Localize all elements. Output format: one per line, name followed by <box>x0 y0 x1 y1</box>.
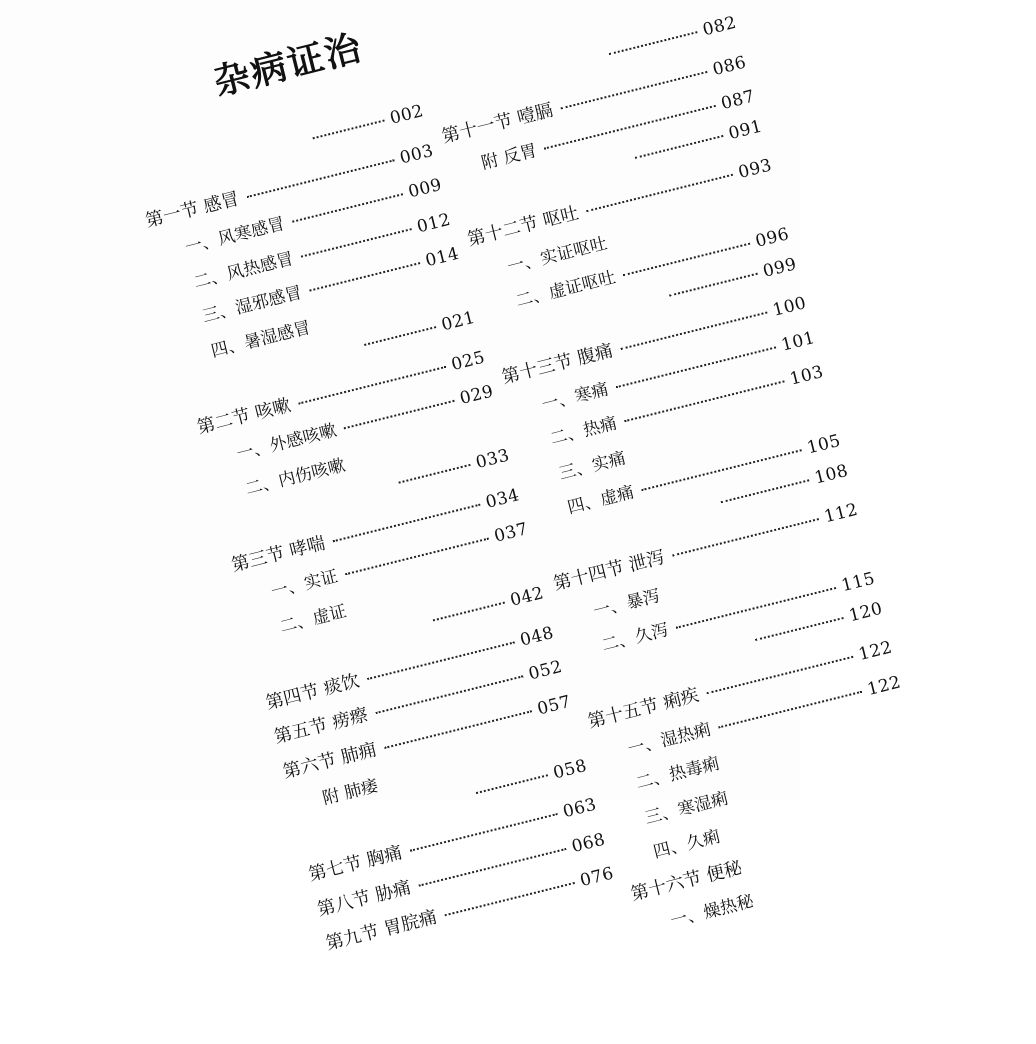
toc-entry-label: 第四节 痰饮 <box>263 669 362 714</box>
toc-entry-label: 第十五节 痢疾 <box>585 684 702 733</box>
toc-page-number: 034 <box>483 484 522 513</box>
toc-entry-label: 第六节 肺痈 <box>280 738 379 783</box>
toc-page-number: 101 <box>779 327 818 356</box>
toc-page-number: 068 <box>569 829 608 857</box>
toc-entry-label: 四、久痢 <box>651 826 723 863</box>
toc-entry-label: 二、虚证 <box>277 601 349 637</box>
toc-entry-label: 二、内伤咳嗽 <box>243 455 348 500</box>
toc-entry-label: 一、外感咳嗽 <box>234 420 339 465</box>
toc-entry-label: 第十三节 腹痛 <box>499 340 616 389</box>
toc-page-number: 115 <box>839 568 878 597</box>
toc-page-number: 057 <box>535 691 573 719</box>
toc-page-number: 042 <box>508 583 546 611</box>
toc-page-number: 082 <box>700 12 739 41</box>
toc-page-number: 037 <box>492 519 531 547</box>
toc-page-number: 021 <box>439 307 478 336</box>
toc-entry-label: 第十一节 噎膈 <box>439 99 556 148</box>
toc-entry-label: 三、寒湿痢 <box>642 788 731 829</box>
toc-page-number: 076 <box>578 863 616 892</box>
toc-entry-label: 附 反胃 <box>479 140 540 174</box>
toc-page-number: 086 <box>710 52 749 80</box>
toc-page-number: 091 <box>726 116 765 144</box>
toc-entry-label: 第一节 感冒 <box>143 187 242 232</box>
toc-page-number: 100 <box>770 293 809 321</box>
toc-page-number: 108 <box>812 460 851 488</box>
toc-page-number: 096 <box>753 224 792 252</box>
toc-dot-leader <box>609 31 698 55</box>
toc-page-number: 103 <box>787 361 826 390</box>
toc-page-number: 093 <box>736 155 775 183</box>
toc-page-number: 120 <box>846 598 885 626</box>
toc-page-number: 087 <box>719 86 757 115</box>
toc-entry-label: 三、湿邪感冒 <box>200 282 305 327</box>
toc-page-number: 029 <box>457 381 496 410</box>
toc-page-number: 122 <box>865 671 903 700</box>
toc-entry-label: 一、湿热痢 <box>625 719 713 760</box>
toc-entry-label: 四、虚痛 <box>565 482 637 519</box>
toc-page-number: 012 <box>414 209 453 237</box>
toc-page-number: 002 <box>387 101 426 129</box>
toc-page-number: 052 <box>526 656 565 685</box>
toc-page-number: 025 <box>449 346 488 375</box>
toc-entry-label: 第三节 哮喘 <box>229 532 328 576</box>
toc-entry-label: 一、风寒感冒 <box>183 213 287 259</box>
toc-page-number: 112 <box>822 499 861 528</box>
toc-entry-label: 一、实证呕吐 <box>505 233 610 278</box>
toc-entry-label: 一、燥热秘 <box>668 891 756 932</box>
toc-entry-label: 第七节 胸痛 <box>306 842 405 886</box>
toc-entry-label: 二、风热感冒 <box>191 248 296 293</box>
toc-entry-label: 三、实痛 <box>556 447 628 484</box>
toc-page-number: 099 <box>760 253 799 282</box>
toc-entry-label: 附 肺痿 <box>320 775 381 810</box>
toc-entry-label: 第十六节 便秘 <box>628 856 745 905</box>
toc-page-number: 033 <box>473 445 512 474</box>
toc-entry-label: 一、实证 <box>269 566 340 603</box>
toc-entry-label: 第八节 胁痛 <box>315 876 414 921</box>
toc-page-number: 003 <box>397 140 436 168</box>
toc-entry-label: 一、寒痛 <box>539 379 611 415</box>
toc-entry-label: 一、暴泻 <box>591 585 663 622</box>
toc-entry-label: 第五节 痨瘵 <box>272 704 371 748</box>
toc-entry-label: 第十二节 呕吐 <box>465 202 581 251</box>
toc-page-number: 048 <box>518 622 556 651</box>
toc-page-number: 009 <box>406 174 445 203</box>
toc-title: 杂病证治 <box>209 26 368 104</box>
toc-entry-label: 第十四节 泄泻 <box>551 546 667 595</box>
toc-page-number: 063 <box>560 794 599 823</box>
toc-dot-leader <box>312 119 384 139</box>
toc-entry-label: 四、暑湿感冒 <box>208 317 313 362</box>
toc-entry-label: 第二节 咳嗽 <box>194 394 293 438</box>
toc-entry-label: 二、虚证呕吐 <box>513 267 618 312</box>
toc-page-number: 014 <box>423 243 462 272</box>
toc-entry-label: 二、热痛 <box>548 413 620 450</box>
toc-page-number: 058 <box>551 755 589 783</box>
toc-page-number: 105 <box>805 430 843 459</box>
toc-entry-label: 二、热毒痢 <box>634 753 722 794</box>
toc-entry-label: 第九节 胃脘痛 <box>323 906 440 955</box>
toc-page-number: 122 <box>856 637 895 666</box>
toc-entry-label: 二、久泻 <box>599 620 671 656</box>
